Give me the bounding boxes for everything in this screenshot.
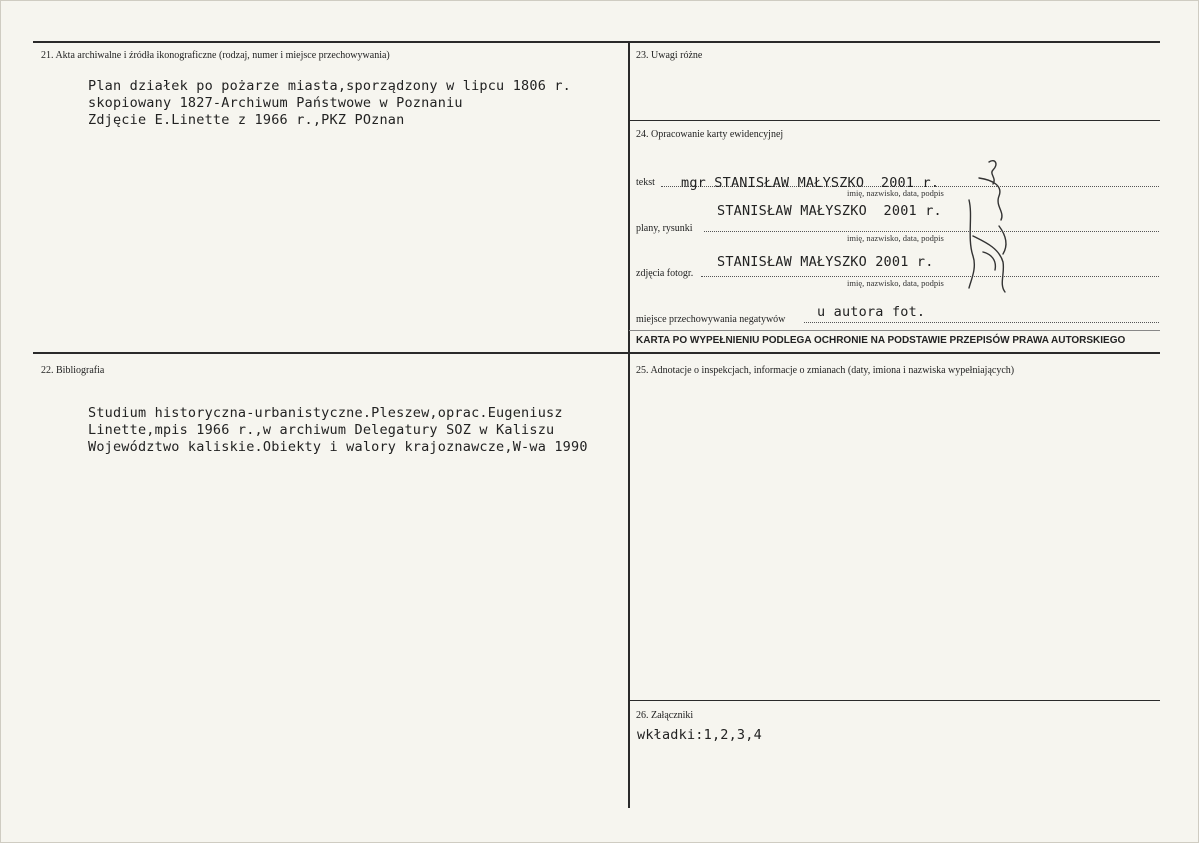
rule-23-24	[629, 120, 1160, 121]
section-22-line-2: Linette,mpis 1966 r.,w archiwum Delegatury SOZ w Kaliszu	[88, 422, 555, 438]
section-26-value: wkładki:1,2,3,4	[637, 727, 762, 743]
section-22-line-3: Województwo kaliskie.Obiekty i walory krajoznawcze,W-wa 1990	[88, 439, 588, 455]
plany-value: STANISŁAW MAŁYSZKO 2001 r.	[717, 203, 942, 219]
tekst-label: tekst	[636, 177, 655, 188]
section-22-line-1: Studium historyczna-urbanistyczne.Pleszew,oprac.Eugeniusz	[88, 405, 563, 421]
zdjecia-caption: imię, nazwisko, data, podpis	[847, 278, 944, 288]
zdjecia-value: STANISŁAW MAŁYSZKO 2001 r.	[717, 254, 934, 270]
section-22-label: 22. Bibliografia	[41, 365, 105, 376]
section-25-label: 25. Adnotacje o inspekcjach, informacje o zmianach (daty, imiona i nazwiska wypełniających)	[636, 365, 1015, 376]
zdjecia-label: zdjęcia fotogr.	[636, 268, 694, 279]
negatywy-dotted-line	[804, 322, 1159, 323]
section-24-label: 24. Opracowanie karty ewidencyjnej	[636, 129, 784, 140]
plany-caption: imię, nazwisko, data, podpis	[847, 233, 944, 243]
negatywy-value: u autora fot.	[817, 304, 926, 320]
plany-dotted-line	[704, 231, 1159, 232]
rule-25-26	[629, 700, 1160, 701]
notice-rule	[629, 330, 1160, 331]
copyright-notice: KARTA PO WYPEŁNIENIU PODLEGA OCHRONIE NA PODSTAWIE PRZEPISÓW PRAWA AUTORSKIEGO	[636, 335, 1126, 346]
tekst-value: mgr STANISŁAW MAŁYSZKO 2001 r.	[681, 175, 940, 191]
top-rule	[33, 41, 1160, 43]
column-divider	[628, 41, 630, 808]
section-21-line-1: Plan działek po pożarze miasta,sporządzony w lipcu 1806 r.	[88, 78, 572, 94]
section-23-label: 23. Uwagi różne	[636, 50, 703, 61]
negatywy-label: miejsce przechowywania negatywów	[636, 314, 786, 325]
handwritten-signature	[959, 156, 1019, 296]
plany-label: plany, rysunki	[636, 223, 693, 234]
section-21-label: 21. Akta archiwalne i źródła ikonograficzne (rodzaj, numer i miejsce przechowywania)	[41, 50, 390, 61]
zdjecia-dotted-line	[701, 276, 1159, 277]
section-26-label: 26. Załączniki	[636, 710, 694, 721]
section-21-line-3: Zdjęcie E.Linette z 1966 r.,PKZ POznan	[88, 112, 405, 128]
tekst-caption: imię, nazwisko, data, podpis	[847, 188, 944, 198]
section-21-line-2: skopiowany 1827-Archiwum Państwowe w Poznaniu	[88, 95, 463, 111]
middle-rule	[33, 352, 1160, 354]
